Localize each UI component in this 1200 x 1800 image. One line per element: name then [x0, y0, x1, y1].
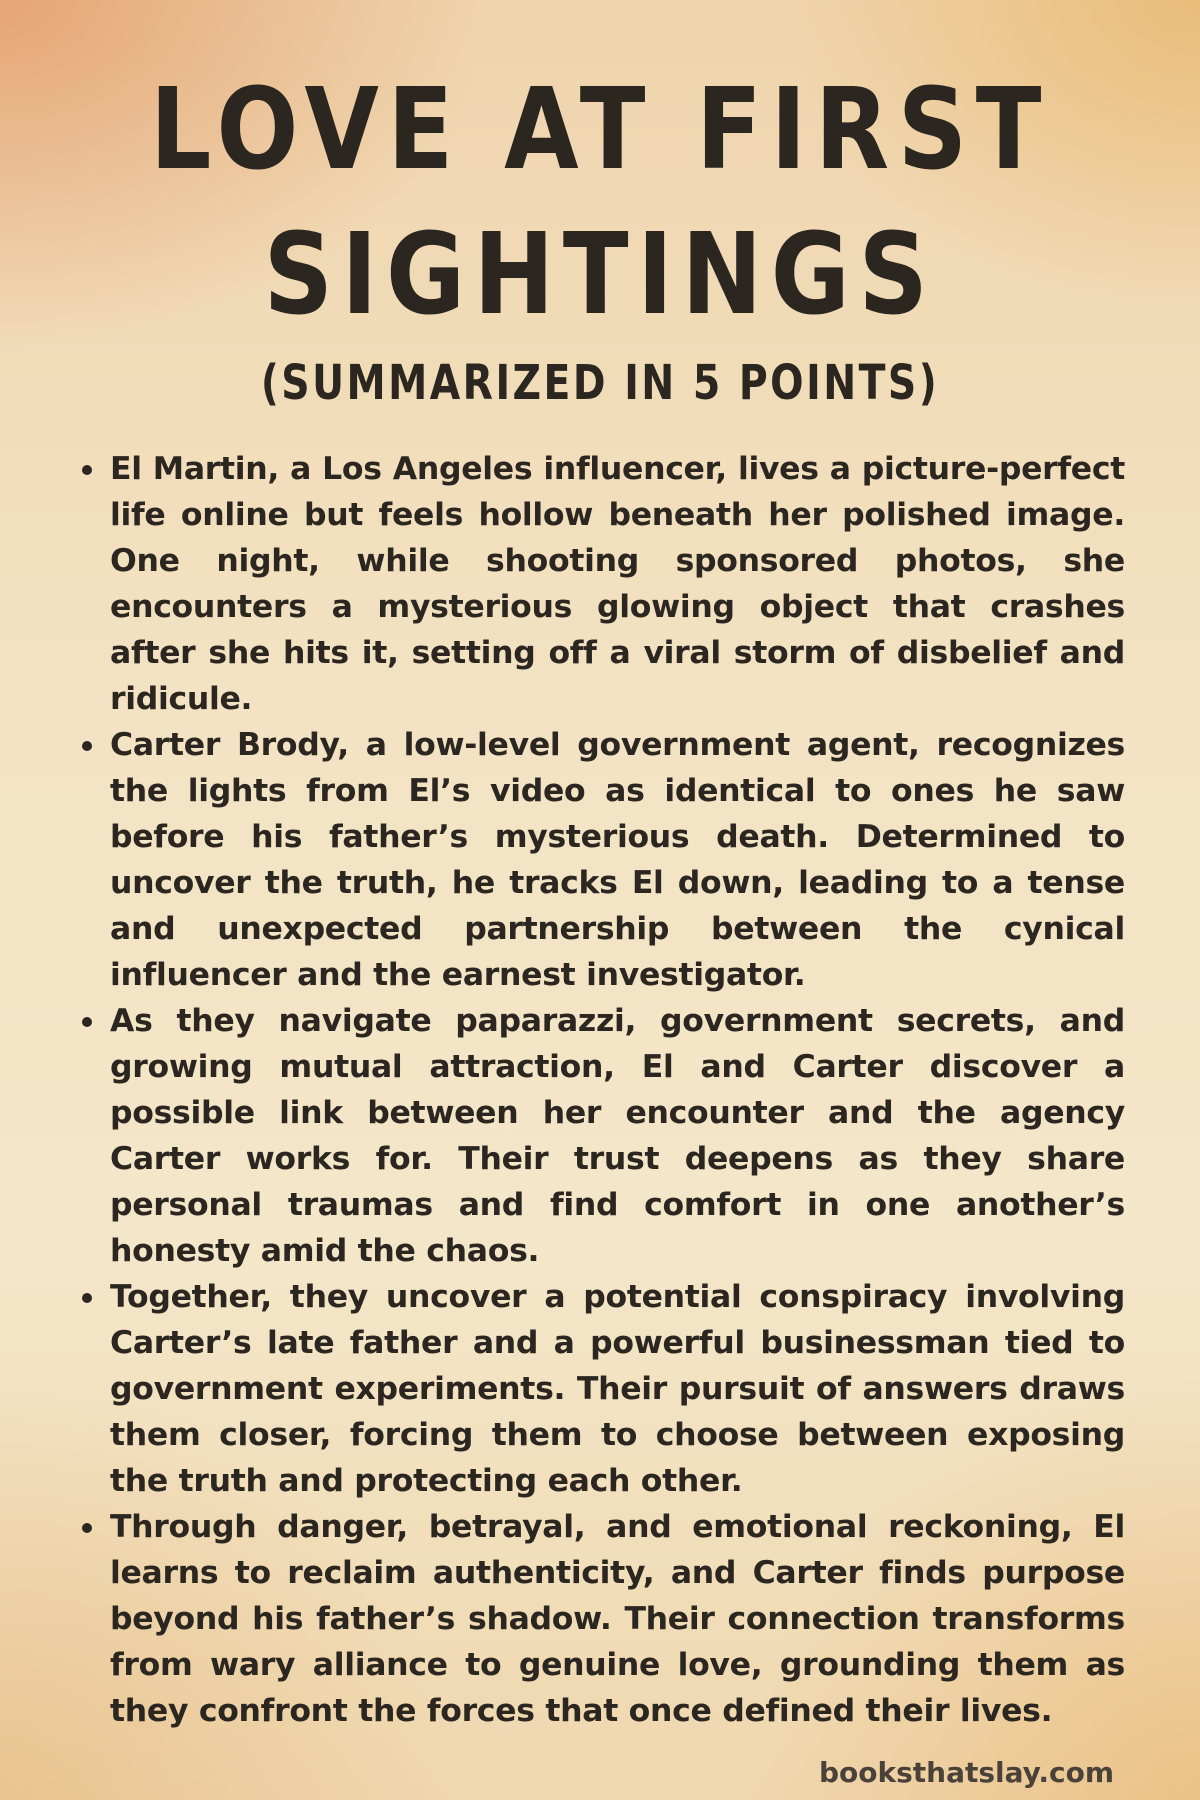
bullet-icon — [82, 741, 92, 751]
summary-point-text: As they navigate paparazzi, government secrets, and growing mutual attraction, El and Carter discover a possible link between her encounter and the agency Carter works for. Their trust deepens as they share personal traumas and find comfort in one another’s honesty amid the chaos. — [110, 1003, 1125, 1269]
bullet-icon — [82, 465, 92, 475]
bullet-icon — [82, 1523, 92, 1533]
summary-point-text: El Martin, a Los Angeles influencer, lives a picture-perfect life online but feels hollow beneath her polished image. One night, while shooting sponsored photos, she encounters a mysterious glowing object that crashes after she hits it, setting off a viral storm of disbelief and ridicule. — [110, 451, 1125, 717]
summary-point — [80, 1504, 1125, 1734]
summary-point — [80, 446, 1125, 722]
summary-point — [80, 722, 1125, 998]
summary-point-text: Together, they uncover a potential conspiracy involving Carter’s late father and a powerful businessman tied to government experiments. Their pursuit of answers draws them closer, forcing them to choose between exposing the truth and protecting each other. — [110, 1279, 1125, 1499]
subtitle: (SUMMARIZED IN 5 POINTS) — [260, 355, 940, 411]
summary-point — [80, 1274, 1125, 1504]
bullet-icon — [82, 1293, 92, 1303]
title-line-1: LOVE AT FIRST — [149, 65, 1051, 195]
summary-point-text: Through danger, betrayal, and emotional reckoning, El learns to reclaim authenticity, and Carter finds purpose beyond his father’s shadow. Their connection transforms from wary alliance to genuine love, grounding them as they confront the forces that once defined their lives. — [110, 1509, 1125, 1729]
bullet-icon — [82, 1017, 92, 1027]
summary-points-list — [80, 446, 1125, 1734]
summary-point — [80, 998, 1125, 1274]
title-line-2: SIGHTINGS — [263, 210, 937, 340]
summary-point-text: Carter Brody, a low-level government agent, recognizes the lights from El’s video as identical to ones he saw before his father’s mysterious death. Determined to uncover the truth, he tracks El down, leading to a tense and unexpected partnership between the cynical influencer and the earnest investigator. — [110, 727, 1125, 993]
site-watermark: booksthatslay.com — [818, 1756, 1114, 1789]
